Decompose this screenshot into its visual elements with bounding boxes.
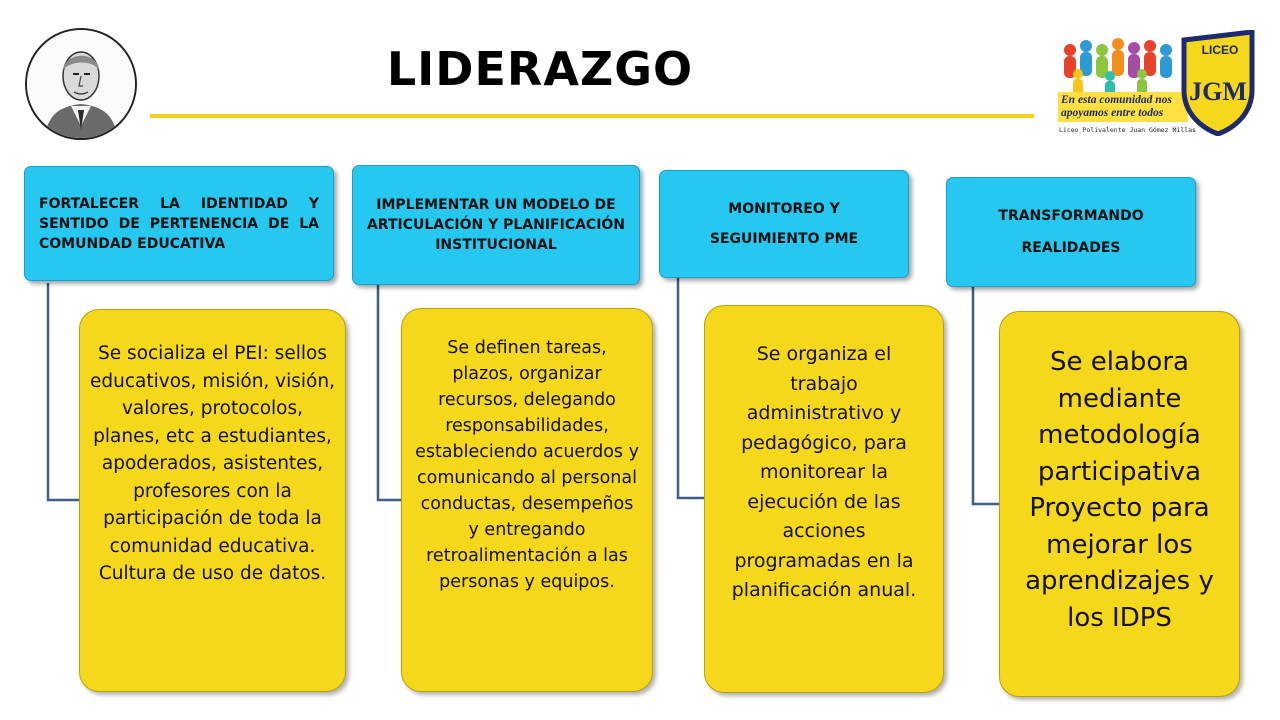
header-4-text: TRANSFORMANDO REALIDADES: [998, 208, 1144, 256]
card-socializa-pei: [79, 309, 346, 692]
header-2-text: IMPLEMENTAR UN MODELO DE ARTICULACIÓN Y PLANIFICACIÓN INSTITUCIONAL: [366, 197, 626, 253]
header-3-text: MONITOREO Y SEGUIMIENTO PME: [709, 201, 859, 247]
connector-4: [973, 286, 1000, 504]
header-implementar-modelo: [352, 165, 640, 285]
card-1-text: Se socializa el PEI: sellos educativos, misión, visión, valores, protocolos, planes, etc a estudiantes, apoderados, asistentes, profesores con la participación de toda la comunidad educativa. Cultura de uso de datos.: [90, 343, 335, 584]
card-organiza-trabajo: [704, 305, 944, 693]
logo-slogan-line2: apoyamos entre todos: [1061, 107, 1164, 119]
shield-text: LICEO: [1201, 43, 1239, 57]
logo-school-name: Liceo Polivalente Juan Gómez Millas: [1059, 126, 1196, 134]
card-3-text: Se organiza el trabajo administrativo y pedagógico, para monitorear la ejecución de las acciones programadas en la planificación anual.: [731, 343, 917, 601]
connector-2: [378, 285, 402, 500]
card-elabora-metodologia: [999, 311, 1240, 697]
header-1-text: FORTALECER LA IDENTIDAD Y SENTIDO DE PERTENENCIA DE LA COMUNDAD EDUCATIVA: [39, 195, 319, 252]
shield-monogram: JGM: [1189, 77, 1247, 106]
header-transformando-realidades: [946, 177, 1196, 287]
connector-3: [678, 278, 705, 498]
card-2-text: Se definen tareas, plazos, organizar recursos, delegando responsabilidades, estableciendo acuerdos y comunicando al personal conductas, desempeños y entregando retroalimentación a las personas y equipos.: [415, 338, 639, 592]
header-monitoreo-pme: [659, 170, 909, 278]
connector-1: [48, 283, 80, 500]
card-4-text: Se elabora mediante metodología participativa Proyecto para mejorar los aprendizajes y los IDPS: [1025, 347, 1214, 633]
slide-title: LIDERAZGO: [386, 42, 694, 96]
header-fortalecer-identidad: [24, 166, 334, 281]
logo-slogan-line1: En esta comunidad nos: [1061, 94, 1172, 106]
card-definen-tareas: [401, 308, 653, 692]
